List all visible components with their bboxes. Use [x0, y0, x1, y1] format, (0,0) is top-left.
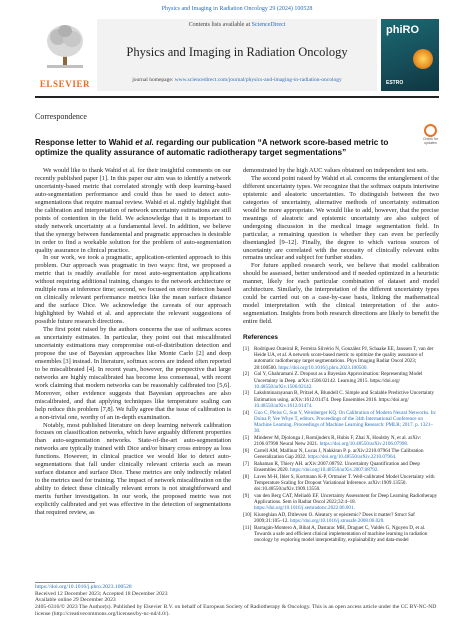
reference-number: [11] [243, 524, 252, 531]
sciencedirect-link[interactable]: ScienceDirect [251, 22, 286, 28]
journal-title[interactable]: Physics and Imaging in Radiation Oncology [126, 45, 348, 59]
reference-doi-link[interactable]: https://doi.org/10.1016/j.strusafe.2008.06.020. [289, 518, 385, 524]
section-label: Correspondence [35, 112, 87, 121]
reference-number: [10] [243, 511, 252, 518]
reference-number: [1] [243, 346, 249, 353]
running-head[interactable]: Physics and Imaging in Radiation Oncology 29 (2024) 100528 [161, 6, 313, 12]
reference-text-link[interactable]: Guo C, Pleiss G, Sun Y, Weinberger KQ. On Calibration of Modern Neural Networks. In: Doina P, Yee Whye T, editors. Proceedings of the 34th International Conference on Machine Learning. Proceedings of Machine Learning Research: PMLR; 2017. p. 1321–30. [254, 409, 437, 435]
reference-text: Lakshminarayanan B, Pritzel A, Blundell C. Simple and Scalable Predictive Uncertainty Estimation using. arXiv:1612.01474. Deep Ensembles 2016. https://doi.org/ [254, 390, 435, 403]
reference-item [243, 390, 439, 409]
body-paragraph: The second point raised by Wahid et al. concerns the entanglement of the different uncertainty types. We recognize that the softmax outputs intertwine epistemic and aleatoric uncertainties. To distinguish between the two categories of uncertainty, alternative methods of uncertainty estimation would be more appropriate. We would like to add, however, that the precise meanings of aleatoric and epistemic uncertainty are also subject of undergoing discussion in the medical image segmentation field. In particular, a remaining question is whether they can even be perfectly disentangled [9–12]. Finally, the degree to which various sources of uncertainty are correlated with the necessity of clinically relevant edits remains unclear and subject for further studies. [243, 174, 439, 262]
article-title [35, 138, 415, 158]
reference-item [243, 525, 439, 544]
reference-number: [5] [243, 434, 249, 441]
journal-banner [97, 19, 377, 91]
reference-item [243, 410, 439, 435]
check-for-updates-button[interactable] [422, 124, 439, 145]
reference-item [243, 512, 439, 524]
reference-item [243, 448, 439, 460]
body-paragraph: demonstrated by the high AUC values obtained on independent test sets. [243, 167, 429, 174]
article-title-part1: Response letter to Wahid [35, 138, 136, 147]
cover-society: ESTRO [386, 80, 404, 86]
reference-number: [6] [243, 447, 249, 454]
body-paragraph: In our work, we took a pragmatic, application-oriented approach to this problem. Our approach was pragmatic in two ways: first, we proposed a metric that is readily available for most auto-segmentation applications without requiring additional training, changes to the network architecture or multiple runs at inference time; second, we focused on error detection based on clinically relevant performance metrics like the mean surface distance and the surface Dice. We acknowledge the caveats of our approach highlighted by Wahid et al. and appreciate the relevant suggestions of possible future research directions. [35, 254, 231, 326]
update-badge-icon [424, 124, 437, 137]
reference-text: Carrell AM, Mallinar N, Lucas J, Nakkiran P. p. arXiv:2210.07964 The Calibration Generalization Gap 2022. [254, 447, 424, 460]
elsevier-tree-icon [43, 21, 87, 71]
reference-doi-link[interactable]: 10.48550/arXiv.1506.02142. [254, 383, 313, 390]
elsevier-wordmark: ELSEVIER [39, 79, 91, 89]
article-title-etal: et al. [135, 138, 154, 147]
reference-doi-link[interactable]: https://doi.org/10.1016/j.semradonc.2022.06.001. [254, 505, 355, 512]
footer-available: Available online 29 December 2023 [35, 597, 116, 604]
reference-text: Laves M-H, Ihler S, Kortmann K-P, Ortmaier T. Well-calibrated Model Uncertainty with Temperature Scaling for Dropout Variational Inference. arXiv:1909.13550. doi:10.48550/arXiv.1909.13550. [254, 473, 435, 492]
reference-text: van den Berg CAT, Meliadò EF. Uncertainty Assessment for Deep Learning Radiotherapy Applications. Sem in Radiat Oncol 2022;32:4–18. [254, 492, 438, 505]
contents-line [97, 22, 377, 28]
homepage-prefix: journal homepage: [132, 77, 175, 83]
reference-number: [8] [243, 473, 249, 480]
body-paragraph: We would like to thank Wahid et al. for their insightful comments on our recently published paper [1]. In this paper our aim was to identify a network uncertainty-based metric that correlated strongly with deep learning-based auto-segmentation performance and could thus be used to detect auto-segmentations that require manual review. Wahid et al. rightly highlight that the calibration and interpretation of network uncertainty estimations are still points of contention in the field. We acknowledge that it is important to study network uncertainty at a fundamental level. In addition, we believe that the synergy between fundamental and pragmatic approaches is desirable in order to find a workable solution for the problem of auto-segmentation quality assurance in clinical practice. [35, 167, 231, 254]
reference-text: Kiureghian AD, Ditlevsen O. Aleatory or epistemic? Does it matter? Struct Saf 2009;31:105–12. [254, 511, 415, 524]
reference-item [243, 346, 439, 371]
reference-number: [9] [243, 492, 249, 499]
reference-number: [7] [243, 460, 249, 467]
homepage-link[interactable]: www.sciencedirect.com/journal/physics-and-imaging-in-radiation-oncology [174, 77, 342, 83]
elsevier-logo[interactable] [35, 19, 95, 91]
reference-doi-link[interactable]: https://doi.org/10.48550/arXiv.2210.07964. [307, 453, 397, 460]
reference-text: Minderer M, Djolonga J, Romijnders R, Hubis F, Zhai X, Houlsby N, et al. arXiv: 2106.07998 Neural Netw 2021. [254, 434, 422, 448]
reference-text: Barragán-Montero A, Bibal A, Dastarac MH, Draguet C, Valdés G, Nguyen D, et al. Towards a safe and efficient clinical implementation of machine learning in radiation oncology by exploring model interpretability, explainability and data-model [254, 524, 428, 544]
reference-text: Rahaman R, Thiery AH. arXiv:2007.08792. Uncertainty Quantification and Deep Ensembles 2020. [254, 460, 420, 473]
reference-text: Gal Y, Ghahramani Z. Dropout as a Bayesian Approximation: Representing Model Uncertainty in Deep. arXiv:1506.02142. Learning 2015. https://doi.org/ [254, 371, 423, 384]
body-paragraph: Notably, most published literature on deep learning network calibration focuses on classification networks, which have arguably different properties than auto-segmentation networks. State-of-the-art auto-segmentation networks are typically trained with Dice and/or binary cross entropy as loss functions. However, in clinical practice we would like to detect auto-segmentations that fall under clinically relevant criteria such as mean surface distance and surface Dice. These metrics are only indirectly related to the metrics used for training. The impact of network miscalibration on the ability to detect these clinically relevant errors is not straightforward and merits further investigation. In our work, the proposed metric was not explicitly calibrated and yet was effective in the detection of segmentations that required review, as [35, 421, 231, 516]
footer-license: 2405-6316/© 2023 The Author(s). Published by Elsevier B.V. on behalf of European Society of Radiotherapy & Oncology. This is an open access article under the CC BY-NC-ND license (http://creativecommons.org/licenses/by-nc-nd/4.0/). [35, 604, 437, 617]
update-badge-label: Check for updates [423, 137, 438, 145]
contents-prefix: Contents lists available at [188, 22, 252, 28]
reference-number: [4] [243, 409, 249, 416]
journal-cover-image[interactable] [381, 19, 439, 91]
footer-divider [35, 582, 95, 583]
header-divider [35, 96, 439, 98]
reference-doi-link[interactable]: https://doi.org/10.48550/arXiv.2106.07998. [319, 441, 409, 448]
cover-title: phiRO [386, 24, 419, 36]
body-column-left [35, 167, 231, 517]
journal-masthead [35, 19, 439, 91]
body-column-right [243, 167, 439, 544]
body-paragraph: For future applied research work, we believe that model calibration should be assessed, better understood and if needed optimized in a heuristic manner, likely for each particular combination of dataset and model architecture. Similarly, the interpretation of the different uncertainty types could be carried out on a case-by-case basis, linking the mathematical model interpretation with the clinical interpretation of the auto-segmentation. Insights from both research directions are likely to benefit the entire field. [243, 262, 439, 326]
reference-doi-link[interactable]: https://doi.org/10.48550/arXiv.2007.08792. [290, 466, 379, 473]
reference-number: [2] [243, 371, 249, 378]
reference-text: Rodríguez Outeiral R, Ferreira Silvério N, González PJ, Schaake EE, Janssen T, van der Heide UA, et al. A network score-based metric to optimize the quality assurance of automatic radiotherapy target segmentations. Phys Imaging Radiat Oncol 2023; 28:100500. [254, 346, 434, 371]
article-title-part2: regarding our publication “A network score-based metric to optimize the quality assurance of automatic radiotherapy target segmentations” [35, 138, 389, 157]
footer-doi-link[interactable]: https://doi.org/10.1016/j.phro.2023.100528 [35, 584, 132, 590]
reference-doi-link[interactable]: 10.48550/arXiv.1612.01474. [254, 402, 313, 409]
reference-doi-link[interactable]: https://doi.org/10.1016/j.phro.2023.100500. [278, 364, 368, 371]
reference-item [243, 474, 439, 493]
body-paragraph: The first point raised by the authors concerns the use of softmax scores as uncertainty estimates. In particular, they point out that miscalibrated uncertainty estimations may compromise out-of-distribution detection and propose the use of Bayesian approaches like Monte Carlo [2] and deep ensembles [3] instead. In literature, softmax scores are indeed often reported to be miscalibrated [4]. In recent years, however, the perspective that large networks are highly miscalibrated has become less consensual, with recent work claiming that modern networks can be reasonably calibrated too [5,6]. Moreover, other evidence suggests that Bayesian approaches are also miscalibrated, and that applying techniques like temperature scaling can help reduce this problem [7,8]. We fully agree that the issue of calibration is a non-trivial one, worthy of an in-depth examination. [35, 326, 231, 421]
reference-item [243, 461, 439, 473]
reference-item [243, 493, 439, 512]
article-footer [35, 584, 439, 618]
references-heading: References [243, 334, 279, 342]
reference-number: [3] [243, 390, 249, 397]
footer-received: Received 12 December 2023; Accepted 18 December 2023 [35, 590, 168, 597]
reference-list [243, 346, 439, 543]
journal-homepage-line [97, 77, 377, 83]
cover-graphic [413, 49, 433, 69]
reference-item [243, 435, 439, 447]
reference-item [243, 371, 439, 390]
